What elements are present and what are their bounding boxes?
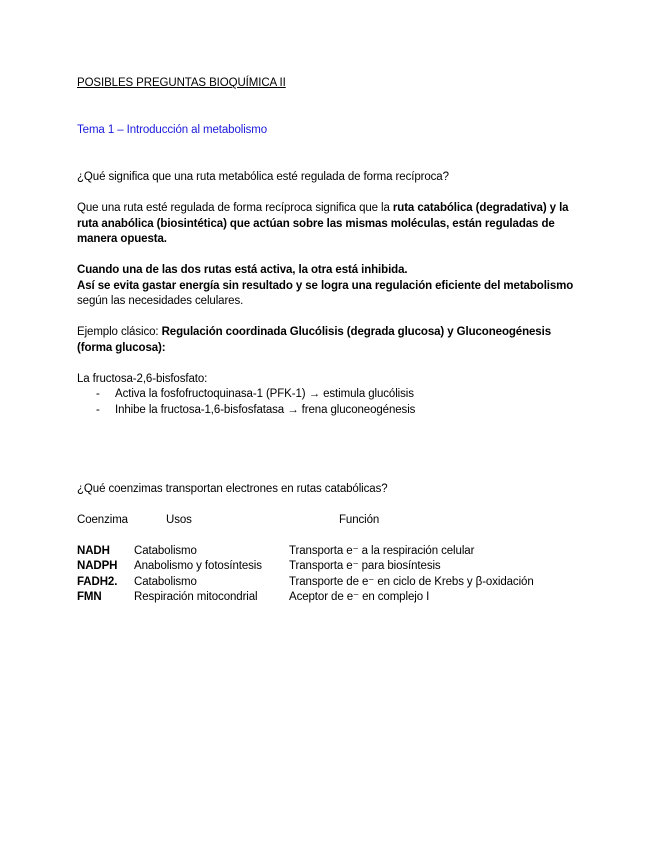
use-cell: Respiración mitocondrial	[134, 591, 258, 603]
coenzyme-cell: FMN	[77, 591, 102, 603]
table-header-uses: Usos	[166, 514, 192, 526]
question-coenzymes: ¿Qué coenzimas transportan electrones en rutas catabólicas?	[77, 483, 388, 495]
list-item	[96, 387, 415, 403]
bullet-text: Activa la fosfofructoquinasa-1 (PFK-1) → estimula glucólisis	[115, 388, 414, 400]
example-label: Ejemplo clásico:	[77, 326, 162, 338]
function-cell: Transporte de e⁻ en ciclo de Krebs y β-oxidación	[289, 576, 534, 588]
table-header-function: Función	[339, 514, 380, 526]
use-cell: Catabolismo	[134, 545, 197, 557]
effector-label: La fructosa-2,6-bisfosfato:	[77, 373, 208, 385]
efficiency-line	[77, 279, 582, 310]
table-row	[77, 575, 597, 591]
example-paragraph	[77, 325, 582, 356]
use-cell: Anabolismo y fotosíntesis	[134, 560, 262, 572]
bullet-text: Inhibe la fructosa-1,6-bisfosfatasa → frena gluconeogénesis	[115, 403, 416, 416]
use-cell: Catabolismo	[134, 576, 197, 588]
function-cell: Aceptor de e⁻ en complejo I	[289, 591, 430, 603]
table-row	[77, 590, 597, 606]
table-row	[77, 544, 597, 560]
table-row	[77, 559, 597, 575]
topic-heading: Tema 1 – Introducción al metabolismo	[77, 124, 268, 136]
coenzyme-cell: FADH2.	[77, 576, 118, 588]
efficiency-bold-text: Así se evita gastar energía sin resultado y se logra una regulación eficiente del metabolismo	[77, 279, 574, 292]
bullet-dash: -	[96, 388, 100, 400]
coenzyme-cell: NADPH	[77, 560, 118, 572]
answer-intro-text: Que una ruta esté regulada de forma recíproca significa que la	[77, 202, 393, 214]
table-header-coenzyme: Coenzima	[77, 514, 128, 526]
question-reciprocal-regulation: ¿Qué significa que una ruta metabólica esté regulada de forma recíproca?	[77, 171, 449, 183]
coenzyme-cell: NADH	[77, 545, 110, 557]
efficiency-tail-text: según las necesidades celulares.	[77, 295, 244, 307]
answer-paragraph	[77, 201, 582, 248]
function-cell: Transporta e⁻ para biosíntesis	[289, 560, 441, 572]
answer-bold-text: ruta catabólica (degradativa) y la ruta anabólica (biosintética) que actúan sobre las mismas moléculas, están reguladas de manera opuesta.	[77, 202, 569, 245]
document-title: POSIBLES PREGUNTAS BIOQUÍMICA II	[77, 77, 286, 89]
inhibition-paragraph	[77, 263, 582, 310]
bullet-dash: -	[96, 403, 100, 416]
function-cell: Transporta e⁻ a la respiración celular	[289, 545, 475, 557]
list-item	[96, 403, 415, 419]
example-bold-text: Regulación coordinada Glucólisis (degrada glucosa) y Gluconeogénesis (forma glucosa):	[77, 326, 551, 354]
effector-bullet-list	[96, 387, 415, 418]
active-inhibited-line: Cuando una de las dos rutas está activa, la otra está inhibida.	[77, 264, 408, 276]
